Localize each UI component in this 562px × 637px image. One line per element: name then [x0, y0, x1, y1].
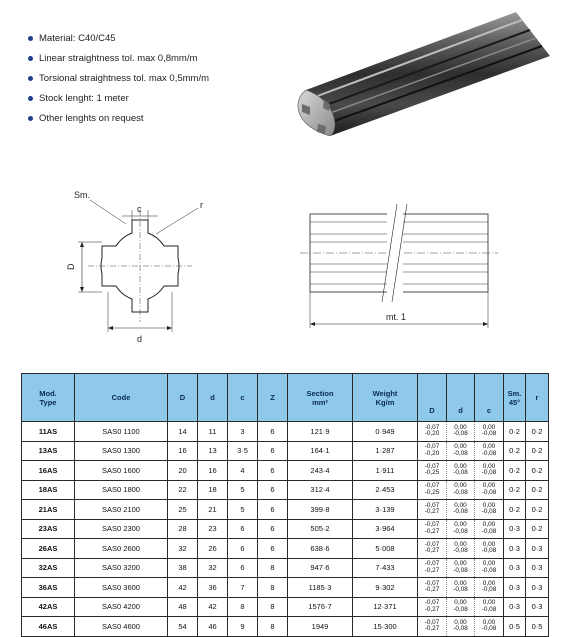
label-sm: Sm. [74, 190, 91, 200]
cell-tol-c: 0,00 -0,08 [475, 461, 504, 481]
cell-tol-d: 0,00 -0,08 [447, 461, 475, 481]
cell-section: 638·6 [288, 539, 353, 559]
cell-code: SAS0 3200 [75, 558, 168, 578]
header-tol-d: d [447, 374, 475, 422]
feature-text: Linear straightness tol. max 0,8mm/m [39, 52, 198, 64]
cell-c: 8 [228, 597, 258, 617]
cell-D: 38 [168, 558, 198, 578]
label-length: mt. 1 [386, 312, 407, 322]
table-row [22, 441, 549, 461]
bullet-icon [28, 36, 33, 41]
cell-r: 0·3 [526, 558, 549, 578]
cell-tol-D: -0,07 -0,25 [418, 480, 447, 500]
cell-section: 505·2 [288, 519, 353, 539]
feature-text: Other lenghts on request [39, 112, 144, 124]
cell-d: 16 [198, 461, 228, 481]
header-c: c [228, 374, 258, 422]
cell-code: SAS0 4200 [75, 597, 168, 617]
cross-section-drawing [60, 180, 220, 350]
bullet-icon [28, 96, 33, 101]
cell-mod: 13AS [22, 441, 75, 461]
cell-weight: 2·453 [353, 480, 418, 500]
table-header-row [22, 374, 549, 422]
cell-r: 0·2 [526, 519, 549, 539]
bullet-icon [28, 76, 33, 81]
cell-mod: 32AS [22, 558, 75, 578]
cell-r: 0·2 [526, 441, 549, 461]
cell-Z: 6 [258, 461, 288, 481]
cell-tol-D: -0,07 -0,27 [418, 539, 447, 559]
cell-tol-d: 0,00 -0,08 [447, 422, 475, 442]
cell-tol-d: 0,00 -0,08 [447, 539, 475, 559]
cell-mod: 16AS [22, 461, 75, 481]
cell-tol-d: 0,00 -0,08 [447, 558, 475, 578]
cell-code: SAS0 2600 [75, 539, 168, 559]
cell-d: 26 [198, 539, 228, 559]
cell-tol-D: -0,07 -0,20 [418, 441, 447, 461]
cell-Z: 6 [258, 422, 288, 442]
cell-D: 42 [168, 578, 198, 598]
cell-tol-D: -0,07 -0,27 [418, 578, 447, 598]
cell-weight: 15·300 [353, 617, 418, 637]
cell-code: SAS0 2100 [75, 500, 168, 520]
label-r: r [200, 200, 203, 210]
spec-table [21, 373, 549, 637]
cell-sm: 0·2 [504, 480, 526, 500]
cell-code: SAS0 4600 [75, 617, 168, 637]
feature-text: Torsional straightness tol. max 0,5mm/m [39, 72, 210, 84]
cell-section: 1185·3 [288, 578, 353, 598]
feature-item [28, 68, 209, 88]
cell-d: 32 [198, 558, 228, 578]
cell-sm: 0·2 [504, 500, 526, 520]
cell-section: 164·1 [288, 441, 353, 461]
cell-sm: 0·2 [504, 461, 526, 481]
cell-d: 23 [198, 519, 228, 539]
cell-tol-D: -0,07 -0,27 [418, 617, 447, 637]
side-view-drawing [290, 200, 505, 330]
cell-c: 9 [228, 617, 258, 637]
cell-mod: 11AS [22, 422, 75, 442]
cell-mod: 18AS [22, 480, 75, 500]
cell-code: SAS0 3600 [75, 578, 168, 598]
cell-Z: 6 [258, 539, 288, 559]
cell-D: 20 [168, 461, 198, 481]
cell-mod: 42AS [22, 597, 75, 617]
cell-sm: 0·3 [504, 539, 526, 559]
cell-r: 0·3 [526, 539, 549, 559]
cell-sm: 0·2 [504, 441, 526, 461]
cell-tol-D: -0,07 -0,20 [418, 422, 447, 442]
cell-c: 5 [228, 480, 258, 500]
feature-item [28, 48, 209, 68]
header-d: d [198, 374, 228, 422]
cell-Z: 8 [258, 578, 288, 598]
cell-section: 399·8 [288, 500, 353, 520]
cell-section: 243·4 [288, 461, 353, 481]
cell-tol-d: 0,00 -0,08 [447, 578, 475, 598]
table-body [22, 422, 549, 637]
cell-tol-D: -0,07 -0,27 [418, 519, 447, 539]
cell-c: 6 [228, 539, 258, 559]
cell-mod: 36AS [22, 578, 75, 598]
cell-Z: 6 [258, 480, 288, 500]
cell-code: SAS0 2300 [75, 519, 168, 539]
table-row [22, 578, 549, 598]
cell-Z: 6 [258, 441, 288, 461]
cell-tol-d: 0,00 -0,08 [447, 480, 475, 500]
cell-section: 1949 [288, 617, 353, 637]
cell-sm: 0·3 [504, 558, 526, 578]
cell-tol-c: 0,00 -0,08 [475, 578, 504, 598]
cell-mod: 26AS [22, 539, 75, 559]
cell-r: 0·2 [526, 480, 549, 500]
cell-r: 0·2 [526, 461, 549, 481]
cell-d: 36 [198, 578, 228, 598]
cell-D: 28 [168, 519, 198, 539]
cell-Z: 8 [258, 597, 288, 617]
cell-tol-D: -0,07 -0,25 [418, 461, 447, 481]
header-code: Code [75, 374, 168, 422]
table-row [22, 422, 549, 442]
cell-d: 42 [198, 597, 228, 617]
cell-tol-d: 0,00 -0,08 [447, 500, 475, 520]
cell-D: 22 [168, 480, 198, 500]
cell-tol-d: 0,00 -0,08 [447, 519, 475, 539]
cell-tol-c: 0,00 -0,08 [475, 422, 504, 442]
splined-shaft-photo [288, 8, 553, 138]
cell-weight: 3·139 [353, 500, 418, 520]
cell-code: SAS0 1100 [75, 422, 168, 442]
cell-tol-d: 0,00 -0,08 [447, 617, 475, 637]
cell-tol-c: 0,00 -0,08 [475, 558, 504, 578]
cell-d: 18 [198, 480, 228, 500]
cell-c: 3 [228, 422, 258, 442]
cell-r: 0·2 [526, 422, 549, 442]
cell-r: 0·2 [526, 500, 549, 520]
cell-c: 3·5 [228, 441, 258, 461]
header-mod-type: Mod. Type [22, 374, 75, 422]
feature-item [28, 28, 209, 48]
cell-tol-d: 0,00 -0,08 [447, 597, 475, 617]
cell-section: 312·4 [288, 480, 353, 500]
cell-Z: 8 [258, 558, 288, 578]
cell-c: 6 [228, 519, 258, 539]
cell-sm: 0·5 [504, 617, 526, 637]
cell-tol-c: 0,00 -0,08 [475, 597, 504, 617]
table-row [22, 461, 549, 481]
cell-tol-c: 0,00 -0,08 [475, 519, 504, 539]
cell-Z: 6 [258, 500, 288, 520]
header-weight: Weight Kg/m [353, 374, 418, 422]
feature-item [28, 108, 209, 128]
feature-item [28, 88, 209, 108]
table-row [22, 500, 549, 520]
table-row [22, 617, 549, 637]
label-D: D [66, 263, 76, 270]
cell-tol-D: -0,07 -0,27 [418, 558, 447, 578]
cell-tol-D: -0,07 -0,27 [418, 597, 447, 617]
cell-tol-c: 0,00 -0,08 [475, 539, 504, 559]
cell-code: SAS0 1300 [75, 441, 168, 461]
cell-r: 0·3 [526, 578, 549, 598]
cell-Z: 8 [258, 617, 288, 637]
header-sm: Sm. 45° [504, 374, 526, 422]
table-row [22, 597, 549, 617]
header-Z: Z [258, 374, 288, 422]
cell-section: 1576·7 [288, 597, 353, 617]
cell-mod: 46AS [22, 617, 75, 637]
cell-r: 0·3 [526, 597, 549, 617]
cell-d: 46 [198, 617, 228, 637]
cell-mod: 21AS [22, 500, 75, 520]
cell-D: 16 [168, 441, 198, 461]
feature-list [28, 28, 209, 128]
table-row [22, 519, 549, 539]
cell-c: 6 [228, 558, 258, 578]
header-section: Section mm² [288, 374, 353, 422]
cell-mod: 23AS [22, 519, 75, 539]
cell-tol-c: 0,00 -0,08 [475, 500, 504, 520]
cell-D: 48 [168, 597, 198, 617]
cell-weight: 9·302 [353, 578, 418, 598]
cell-sm: 0·3 [504, 578, 526, 598]
cell-d: 11 [198, 422, 228, 442]
cell-D: 14 [168, 422, 198, 442]
cell-c: 7 [228, 578, 258, 598]
cell-tol-D: -0,07 -0,27 [418, 500, 447, 520]
cell-D: 54 [168, 617, 198, 637]
cell-Z: 6 [258, 519, 288, 539]
table-row [22, 539, 549, 559]
cell-c: 5 [228, 500, 258, 520]
cell-c: 4 [228, 461, 258, 481]
label-c: c [137, 204, 142, 214]
cell-weight: 7·433 [353, 558, 418, 578]
cell-tol-c: 0,00 -0,08 [475, 617, 504, 637]
cell-D: 32 [168, 539, 198, 559]
cell-tol-d: 0,00 -0,08 [447, 441, 475, 461]
feature-text: Stock lenght: 1 meter [39, 92, 129, 104]
cell-tol-c: 0,00 -0,08 [475, 441, 504, 461]
cell-code: SAS0 1600 [75, 461, 168, 481]
cell-weight: 3·964 [353, 519, 418, 539]
bullet-icon [28, 116, 33, 121]
header-r: r [526, 374, 549, 422]
cell-weight: 5·008 [353, 539, 418, 559]
cell-D: 25 [168, 500, 198, 520]
cell-sm: 0·3 [504, 597, 526, 617]
cell-sm: 0·2 [504, 422, 526, 442]
table-row [22, 558, 549, 578]
header-D: D [168, 374, 198, 422]
cell-weight: 0·949 [353, 422, 418, 442]
cell-section: 121·9 [288, 422, 353, 442]
cell-weight: 12·371 [353, 597, 418, 617]
feature-text: Material: C40/C45 [39, 32, 116, 44]
cell-tol-c: 0,00 -0,08 [475, 480, 504, 500]
cell-r: 0·5 [526, 617, 549, 637]
cell-weight: 1·287 [353, 441, 418, 461]
header-tol-D: D [418, 374, 447, 422]
cell-weight: 1·911 [353, 461, 418, 481]
cell-section: 947·6 [288, 558, 353, 578]
cell-sm: 0·3 [504, 519, 526, 539]
cell-d: 13 [198, 441, 228, 461]
label-d: d [137, 334, 143, 344]
cell-code: SAS0 1800 [75, 480, 168, 500]
bullet-icon [28, 56, 33, 61]
table-row [22, 480, 549, 500]
header-tol-c: c [475, 374, 504, 422]
cell-d: 21 [198, 500, 228, 520]
